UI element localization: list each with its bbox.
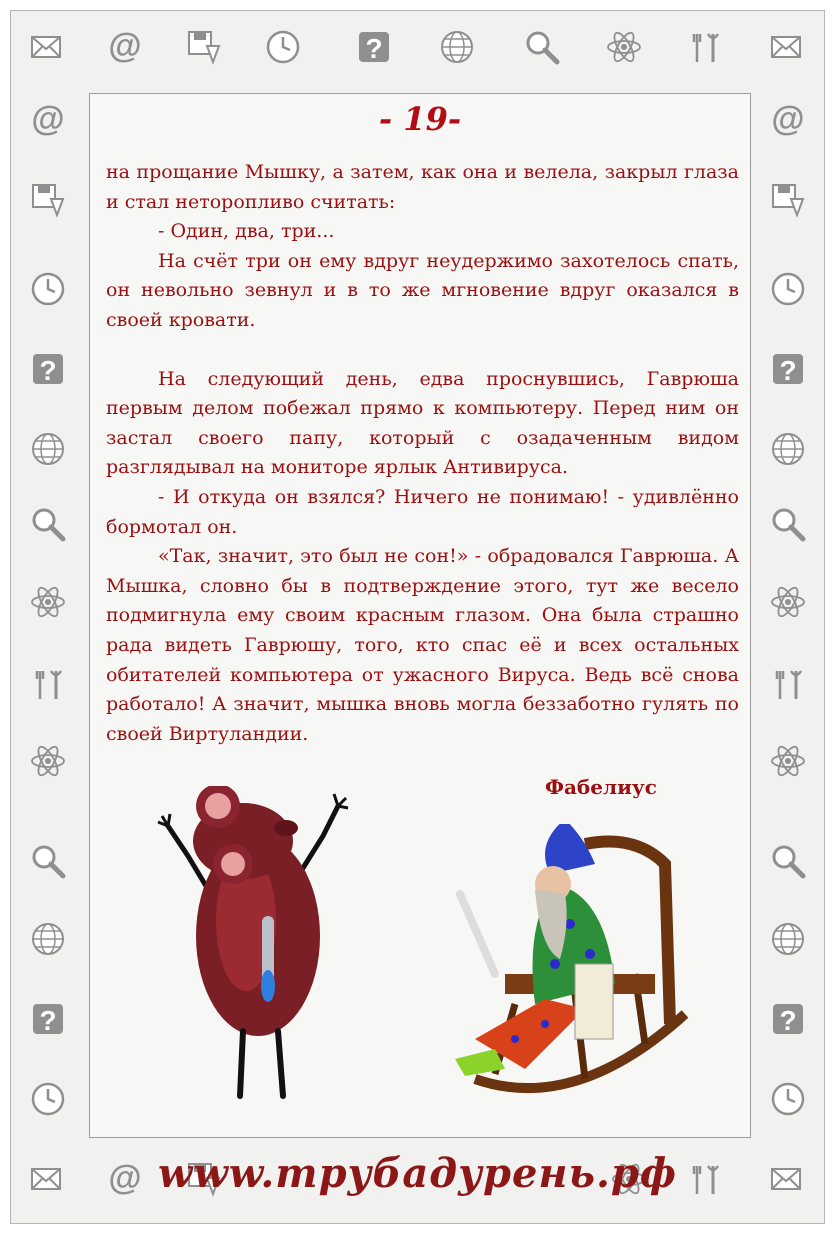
tools-icon [29,665,67,703]
paragraph: «Так, значит, это был не сон!» - обрадовался Гаврюша. А Мышка, словно бы в подтверждение этого, тут же весело подмигнула ему своим красным глазом. Она была страшно рада видеть Гаврюшу, того, кто спас её и всех остальных обитателей компьютера от ужасного Вируса. Ведь всё снова работало! А значит, мышка вновь могла беззаботно гулять по своей Виртуландии. [106,545,739,745]
paragraph: - И откуда он взялся? Ничего не понимаю! - удивлённо бормотал он. [106,485,739,538]
paragraph: На счёт три он ему вдруг неудержимо захотелось спать, он невольно зевнул и в то же мгновение вдруг оказался в своей кровати. [106,249,739,331]
svg-text:@: @ [771,101,805,138]
svg-text:?: ? [39,355,57,386]
tools-icon [686,28,724,66]
tools-icon [769,665,807,703]
clock-icon [769,1080,807,1118]
question-icon [769,350,807,388]
svg-text:?: ? [39,1005,57,1036]
clock-icon [769,270,807,308]
globe-icon [438,28,476,66]
globe-icon [769,430,807,468]
atom-icon [29,583,67,621]
paragraph: На следующий день, едва проснувшись, Гаврюша первым делом побежал прямо к компьютеру. Перед ним он застал своего папу, который с озадаченным видом разглядывал на мониторе ярлык Антивируса. [106,367,739,479]
mouse-character-illustration [148,786,358,1106]
floppy-download-icon [29,181,67,219]
clock-icon [29,270,67,308]
envelope-icon [27,28,65,66]
story-page [89,93,751,1138]
paragraph: - Один, два, три... [158,220,335,243]
atom-icon [605,28,643,66]
svg-text:@: @ [108,1160,142,1197]
paragraph: на прощание Мышку, а затем, как она и велела, закрыл глаза и стал неторопливо считать: [106,161,739,213]
floppy-download-icon [769,181,807,219]
magnifier-icon [29,505,67,543]
globe-icon [29,430,67,468]
svg-text:@: @ [108,28,142,65]
globe-icon [769,920,807,958]
question-icon [769,1000,807,1038]
website-address[interactable]: www.трубадурень.рф [158,1150,677,1197]
at-sign-icon [29,101,67,139]
question-icon [355,28,393,66]
question-icon [29,1000,67,1038]
magnifier-icon [29,842,67,880]
at-sign-icon [769,101,807,139]
globe-icon [29,920,67,958]
envelope-icon [767,28,805,66]
storyteller-illustration [435,824,695,1109]
atom-icon [769,742,807,780]
svg-text:?: ? [779,355,797,386]
atom-icon [29,742,67,780]
svg-text:?: ? [365,33,383,64]
atom-icon [769,583,807,621]
magnifier-icon [769,842,807,880]
svg-text:?: ? [779,1005,797,1036]
story-text [106,158,739,749]
magnifier-icon [769,505,807,543]
svg-text:@: @ [31,101,65,138]
question-icon [29,350,67,388]
page-number: - 19- [378,100,462,138]
author-signature: Фабелиус [545,775,657,799]
magnifier-icon [523,28,561,66]
at-sign-icon [106,28,144,66]
floppy-download-icon [185,28,223,66]
clock-icon [264,28,302,66]
clock-icon [29,1080,67,1118]
